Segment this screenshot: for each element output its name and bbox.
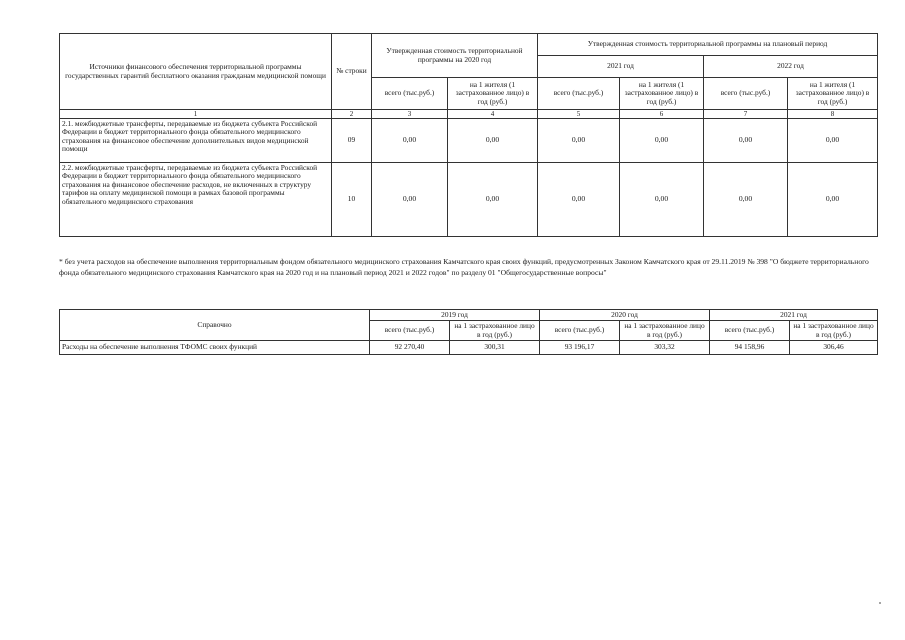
col-number: 1 [60,110,332,119]
scan-speck [879,602,881,604]
table-cell: 0,00 [788,119,878,163]
table-cell: 0,00 [704,119,788,163]
table-cell: 0,00 [538,163,620,237]
ref-header-per-insured: на 1 застрахованное лицо в год (руб.) [790,321,878,341]
ref-header-per-insured: на 1 застрахованное лицо в год (руб.) [450,321,540,341]
table-row [60,163,878,237]
table-cell: 93 196,17 [540,341,620,355]
table-cell: 0,00 [704,163,788,237]
table-cell: 94 158,96 [710,341,790,355]
header-sources: Источники финансового обеспечения территориальной программы государственных гарантий бесплатного оказания гражданам медицинской помощи [60,34,332,110]
col-number: 7 [704,110,788,119]
ref-header-total: всего (тыс.руб.) [370,321,450,341]
col-number: 6 [620,110,704,119]
table-cell: 306,46 [790,341,878,355]
table-cell: 0,00 [448,119,538,163]
header-row-number: № строки [332,34,372,110]
ref-year-2020: 2020 год [540,310,710,321]
ref-header-total: всего (тыс.руб.) [710,321,790,341]
row-number: 09 [332,119,372,163]
table-cell: 0,00 [448,163,538,237]
table-cell: 300,31 [450,341,540,355]
col-number: 4 [448,110,538,119]
row-label: 2.1. межбюджетные трансферты, передаваемые из бюджета субъекта Российской Федерации в бюджет территориального фонда обязательного медицинского страхования на финансовое обеспечение дополнительных видов медицинской помощи [60,119,332,163]
ref-header-total: всего (тыс.руб.) [540,321,620,341]
header-total-2021: всего (тыс.руб.) [538,78,620,110]
row-number: 10 [332,163,372,237]
row-label: Расходы на обеспечение выполнения ТФОМС своих функций [60,341,370,355]
table-row [60,119,878,163]
table-cell: 0,00 [372,163,448,237]
header-year-2022: 2022 год [704,56,878,78]
main-financing-table [59,33,878,237]
header-year-2021: 2021 год [538,56,704,78]
ref-year-2021: 2021 год [710,310,878,321]
table-cell: 303,32 [620,341,710,355]
ref-year-2019: 2019 год [370,310,540,321]
table-row [60,341,878,355]
table-cell: 0,00 [788,163,878,237]
header-per-resident-2021: на 1 жителя (1 застрахованное лицо) в год (руб.) [620,78,704,110]
header-total-2020: всего (тыс.руб.) [372,78,448,110]
ref-header-per-insured: на 1 застрахованное лицо в год (руб.) [620,321,710,341]
reference-table [59,309,878,355]
header-total-2022: всего (тыс.руб.) [704,78,788,110]
table-cell: 0,00 [620,119,704,163]
row-label: 2.2. межбюджетные трансферты, передаваемые из бюджета субъекта Российской Федерации в бюджет территориального фонда обязательного медицинского страхования на финансовое обеспечение расходов, не включенных в структуру тарифов на оплату медицинской помощи в рамках базовой программы обязательного медицинского страхования [60,163,332,237]
table-cell: 0,00 [620,163,704,237]
footnote: * без учета расходов на обеспечение выполнения территориальным фондом обязательного медицинского страхования Камчатского края своих функций, предусмотренных Законом Камчатского края от 29.11.2019 № 398 "О бюджете территориального фонда обязательного медицинского страхования Камчатского края на 2020 год и на плановый период 2021 и 2022 годов" по разделу 01 "Общегосударственные вопросы" [59,257,869,277]
reference-title: Справочно [60,310,370,341]
header-per-resident-2022: на 1 жителя (1 застрахованное лицо) в год (руб.) [788,78,878,110]
table-cell: 92 270,40 [370,341,450,355]
col-number: 8 [788,110,878,119]
header-approved-plan: Утвержденная стоимость территориальной программы на плановый период [538,34,878,56]
table-cell: 0,00 [372,119,448,163]
col-number: 5 [538,110,620,119]
header-approved-2020: Утвержденная стоимость территориальной программы на 2020 год [372,34,538,78]
header-per-resident-2020: на 1 жителя (1 застрахованное лицо) в год (руб.) [448,78,538,110]
table-cell: 0,00 [538,119,620,163]
col-number: 3 [372,110,448,119]
col-number: 2 [332,110,372,119]
